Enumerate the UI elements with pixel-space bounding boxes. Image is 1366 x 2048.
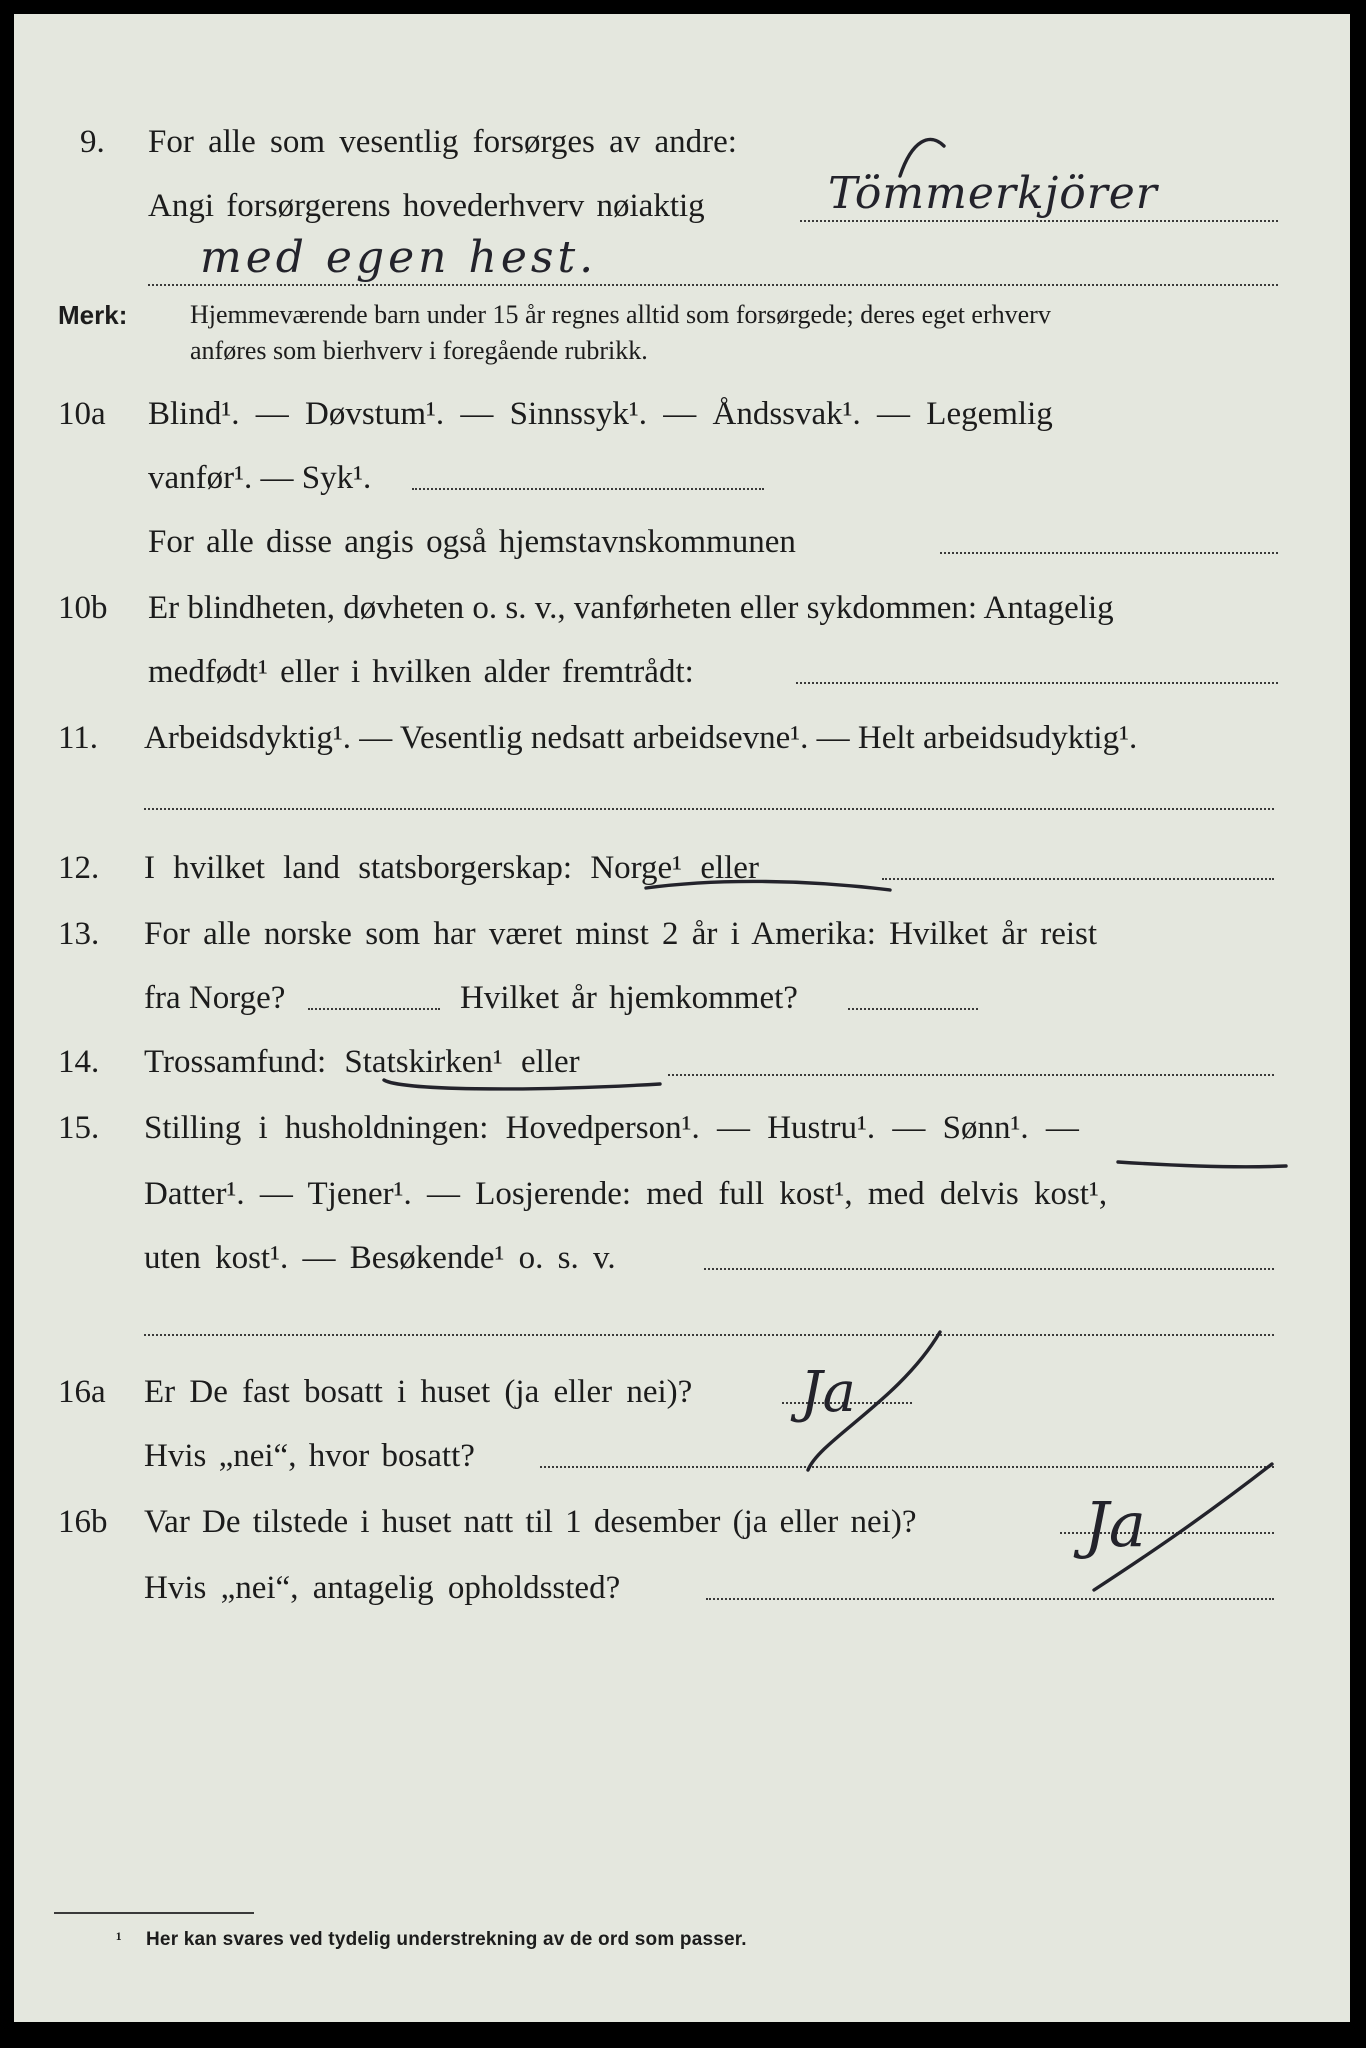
q16a-followup: Hvis „nei“, hvor bosatt? — [144, 1438, 475, 1474]
q13-return-label: Hvilket år hjemkommet? — [460, 980, 798, 1016]
q13-question: For alle norske som har været minst 2 år i Amerika: Hvilket år reist — [144, 916, 1098, 952]
q9-handwritten-answer-1: Tömmerkjörer — [828, 168, 1158, 219]
q9-number: 9. — [80, 124, 105, 160]
merk-label: Merk: — [58, 300, 128, 330]
q15-options-2: Datter¹. — Tjener¹. — Losjerende: med full kost¹, med delvis kost¹, — [144, 1176, 1108, 1212]
q9-instruction: Angi forsørgerens hovederhverv nøiaktig — [148, 188, 705, 224]
q9-handwritten-flourish — [900, 139, 944, 176]
q13-number: 13. — [58, 916, 100, 952]
q16a-handwritten-answer: Ja — [800, 1360, 856, 1425]
q10b-question-2: medfødt¹ eller i hvilken alder fremtrådt: — [148, 654, 694, 690]
q16b-question: Var De tilstede i huset natt til 1 desember (ja eller nei)? — [144, 1504, 917, 1540]
merk-text-1: Hjemmeværende barn under 15 år regnes alltid som forsørgede; deres eget erhverv — [190, 300, 1051, 329]
q16a-number: 16a — [58, 1374, 106, 1410]
q16b-followup: Hvis „nei“, antagelig opholdssted? — [144, 1570, 621, 1606]
q11-number: 11. — [58, 720, 99, 756]
q14-number: 14. — [58, 1044, 100, 1080]
q16b-number: 16b — [58, 1504, 108, 1540]
q10a-number: 10a — [58, 396, 106, 432]
q13-departure-label: fra Norge? — [144, 980, 286, 1016]
q12-question: I hvilket land statsborgerskap: Norge¹ eller — [144, 850, 759, 886]
q16a-question: Er De fast bosatt i huset (ja eller nei)? — [144, 1374, 693, 1410]
merk-text-2: anføres som bierhverv i foregående rubrikk. — [190, 336, 648, 365]
q16b-answer-stroke — [1094, 1464, 1272, 1590]
footnote-text: Her kan svares ved tydelig understrekning av de ord som passer. — [146, 1929, 747, 1950]
q15-options-1: Stilling i husholdningen: Hovedperson¹. — Hustru¹. — Sønn¹. — — [144, 1110, 1079, 1146]
q15-sonn-underline — [1118, 1162, 1286, 1167]
q9-question: For alle som vesentlig forsørges av andre: — [148, 124, 737, 160]
q12-norge-underline — [646, 881, 890, 890]
q15-options-3: uten kost¹. — Besøkende¹ o. s. v. — [144, 1240, 616, 1276]
q10b-question-1: Er blindheten, døvheten o. s. v., vanførheten eller sykdommen: Antagelig — [148, 590, 1114, 626]
q10a-options-2: vanfør¹. — Syk¹. — [148, 460, 372, 496]
q16b-handwritten-answer: Ja — [1084, 1488, 1146, 1561]
q10a-options-1: Blind¹. — Døvstum¹. — Sinnssyk¹. — Åndssvak¹. — Legemlig — [148, 396, 1053, 432]
q14-question: Trossamfund: Statskirken¹ eller — [144, 1044, 580, 1080]
q16a-answer-stroke — [808, 1332, 940, 1470]
footnote-marker: ¹ — [116, 1929, 122, 1950]
q15-number: 15. — [58, 1110, 100, 1146]
q14-statskirken-underline — [384, 1080, 660, 1089]
q10b-number: 10b — [58, 590, 108, 626]
q10a-hometown-label: For alle disse angis også hjemstavnskommunen — [148, 524, 796, 560]
q11-options: Arbeidsdyktig¹. — Vesentlig nedsatt arbeidsevne¹. — Helt arbeidsudyktig¹. — [144, 720, 1138, 756]
q9-handwritten-answer-2: med egen hest. — [200, 232, 598, 283]
footnote-rule — [54, 1912, 254, 1914]
q12-number: 12. — [58, 850, 100, 886]
